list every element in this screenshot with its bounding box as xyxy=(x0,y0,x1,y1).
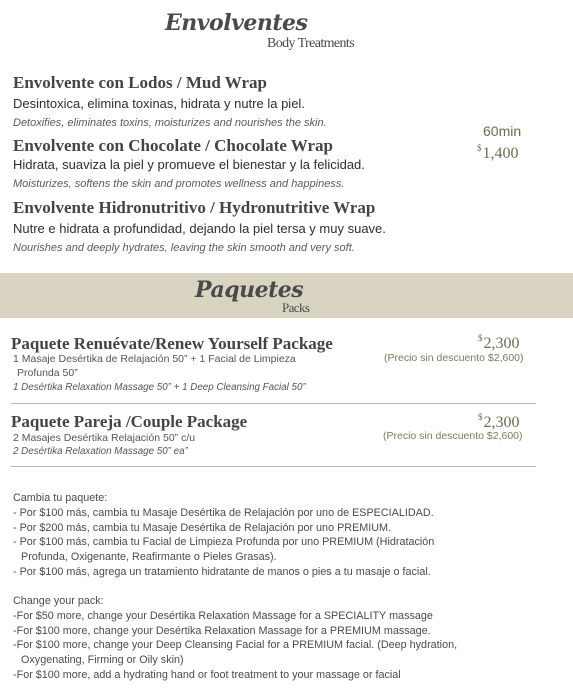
wrap-desc-en-hydronutritive: Nourishes and deeply hydrates, leaving the skin smooth and very soft. xyxy=(13,242,355,254)
note-line: -For $100 more, change your Deep Cleansing Facial for a PREMIUM facial. (Deep hydration, xyxy=(13,639,458,652)
package-en-couple: 2 Desértika Relaxation Massage 50” ea” xyxy=(13,446,188,457)
section-title-envolventes: Envolventes xyxy=(165,10,308,36)
divider xyxy=(11,403,536,404)
package-line2-renew: Profunda 50” xyxy=(17,367,78,379)
package-price-couple xyxy=(478,412,520,432)
wrap-desc-es-chocolate: Hidrata, suaviza la piel y promueve el bienestar y la felicidad. xyxy=(13,157,365,172)
section-subtitle-packs: Packs xyxy=(282,300,310,315)
package-title-couple: Paquete Pareja /Couple Package xyxy=(11,412,248,431)
wrap-desc-en-chocolate: Moisturizes, softens the skin and promotes wellness and happiness. xyxy=(13,178,345,190)
section-title-paquetes: Paquetes xyxy=(195,277,304,303)
package-en-renew: 1 Desértika Relaxation Massage 50” + 1 Deep Cleansing Facial 50” xyxy=(13,382,306,393)
note-line: -For $50 more, change your Desértika Relaxation Massage for a SPECIALITY massage xyxy=(13,609,433,622)
package-price-amount: 2,300 xyxy=(483,335,520,352)
currency-symbol: $ xyxy=(478,333,483,343)
package-title-renew: Paquete Renuévate/Renew Yourself Package xyxy=(11,334,333,353)
note-line: - Por $100 más, cambia tu Masaje Desértika de Relajación por uno de ESPECIALIDAD. xyxy=(13,506,434,519)
note-line: - Por $100 más, agrega un tratamiento hidratante de manos o pies a tu masaje o facial. xyxy=(13,565,431,578)
wrap-desc-en-mud: Detoxifies, eliminates toxins, moisturizes and nourishes the skin. xyxy=(13,117,327,129)
package-price-amount: 2,300 xyxy=(483,414,520,431)
package-line-couple: 2 Masajes Desértika Relajación 50” c/u xyxy=(13,432,196,444)
note-line: - Por $200 más, cambia tu Masaje Desértika de Relajación por uno PREMIUM. xyxy=(13,521,392,534)
package-line-renew: 1 Masaje Desértika de Relajación 50” + 1 Facial de Limpieza xyxy=(13,353,296,365)
package-undiscounted-couple: (Precio sin descuento $2,600) xyxy=(383,430,523,442)
note-line: - Por $100 más, cambia tu Facial de Limpieza Profunda por uno PREMIUM (Hidratación xyxy=(13,536,435,549)
wrap-price-amount: 1,400 xyxy=(482,145,519,162)
package-price-renew xyxy=(478,333,520,353)
upgrade-notes-en xyxy=(13,594,457,683)
notes-heading-en: Change your pack: xyxy=(13,595,104,607)
wrap-title-mud: Envolvente con Lodos / Mud Wrap xyxy=(13,73,267,92)
wrap-price xyxy=(477,143,519,163)
package-undiscounted-renew: (Precio sin descuento $2,600) xyxy=(384,352,524,364)
wrap-title-hydronutritive: Envolvente Hidronutritivo / Hydronutritive Wrap xyxy=(13,198,376,217)
currency-symbol: $ xyxy=(478,412,483,422)
upgrade-notes-es xyxy=(13,491,434,580)
wrap-title-chocolate: Envolvente con Chocolate / Chocolate Wrap xyxy=(13,136,333,155)
wrap-desc-es-mud: Desintoxica, elimina toxinas, hidrata y nutre la piel. xyxy=(13,96,305,111)
divider xyxy=(11,466,536,467)
currency-symbol: $ xyxy=(477,143,482,153)
section-subtitle-body-treatments: Body Treatments xyxy=(267,36,355,51)
notes-heading-es: Cambia tu paquete: xyxy=(13,492,108,504)
wrap-duration: 60min xyxy=(483,123,522,139)
note-line: Profunda, Oxigenante, Reafirmante o Pieles Grasas). xyxy=(21,551,277,564)
note-line: -For $100 more, add a hydrating hand or foot treatment to your massage or facial xyxy=(13,668,401,681)
note-line: Oxygenating, Firming or Oily skin) xyxy=(21,654,184,667)
wrap-desc-es-hydronutritive: Nutre e hidrata a profundidad, dejando la piel tersa y muy suave. xyxy=(13,221,386,236)
note-line: -For $100 more, change your Desértika Relaxation Massage for a PREMIUM massage. xyxy=(13,624,431,637)
